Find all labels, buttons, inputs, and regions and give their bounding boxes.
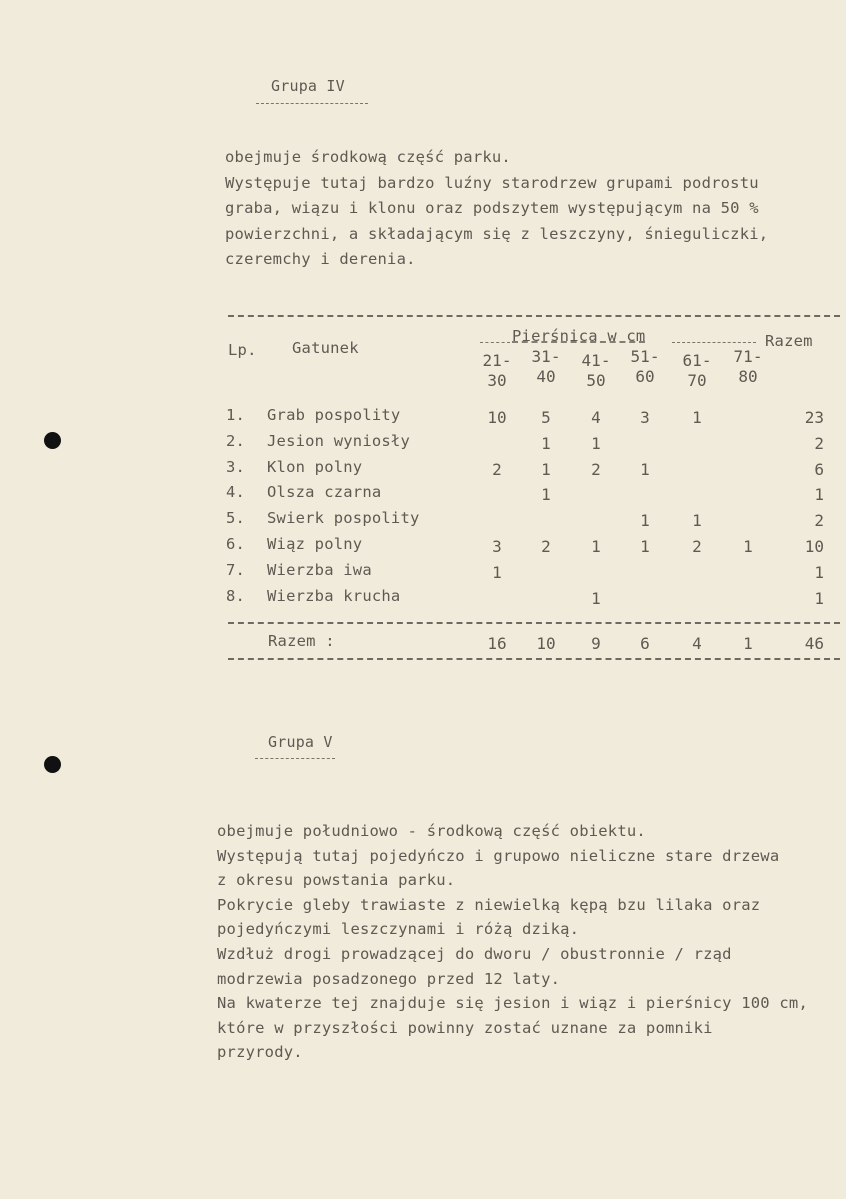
row-species: Swierk pospolity — [267, 509, 420, 528]
group5-line: Pokrycie gleby trawiaste z niewielką kępą bzu lilaka oraz — [217, 895, 761, 914]
row-count: 1 — [591, 433, 601, 453]
row-count: 1 — [541, 459, 551, 479]
row-count: 1 — [541, 433, 551, 453]
table-sum-rule — [228, 622, 840, 624]
binder-hole-lower — [44, 756, 61, 773]
row-count: 1 — [692, 511, 702, 531]
group4-heading: Grupa IV — [271, 77, 345, 95]
row-total: 6 — [814, 459, 824, 479]
group4-line: graba, wiązu i klonu oraz podszytem występującym na 50 % — [225, 199, 759, 217]
row-total: 2 — [814, 511, 824, 531]
girth-range-bottom: 30 — [487, 371, 507, 390]
row-lp: 2. — [226, 431, 246, 450]
sum-count: 10 — [536, 634, 556, 653]
group5-line: przyrody. — [217, 1043, 303, 1062]
sum-count: 6 — [640, 634, 650, 653]
row-species: Jesion wyniosły — [267, 431, 410, 450]
row-count: 1 — [591, 537, 601, 556]
row-lp: 5. — [226, 509, 246, 528]
species-header: Gatunek — [292, 339, 359, 357]
row-count: 2 — [591, 459, 601, 479]
group4-line: obejmuje środkową część parku. — [225, 148, 511, 166]
girth-range-top: 61- — [682, 351, 712, 370]
girth-range-bottom: 40 — [536, 367, 556, 386]
group4-line: powierzchni, a składającym się z leszczyny, śnieguliczki, — [225, 224, 769, 243]
sum-total: 46 — [804, 634, 824, 653]
group5-line: modrzewia posadzonego przed 12 laty. — [217, 969, 561, 988]
row-total: 2 — [814, 433, 824, 453]
row-count: 5 — [541, 408, 551, 427]
row-total: 10 — [804, 537, 824, 556]
row-count: 1 — [541, 485, 551, 505]
group5-line: które w przyszłości powinny zostać uznane za pomniki — [217, 1018, 713, 1037]
row-species: Grab pospolity — [267, 406, 401, 424]
table-bottom-rule — [228, 658, 840, 660]
group5-line: z okresu powstania parku. — [217, 871, 456, 890]
table-top-rule — [228, 315, 840, 317]
sum-count: 9 — [591, 634, 601, 653]
row-species: Klon polny — [267, 457, 363, 476]
total-header: Razem — [765, 332, 813, 350]
group4-line: czeremchy i derenia. — [225, 250, 416, 268]
row-species: Wierzba iwa — [267, 560, 372, 579]
girth-header: Pierśnica w cm — [512, 327, 646, 345]
group5-line: pojedyńczymi leszczynami i różą dziką. — [217, 920, 580, 939]
girth-header-rule-right — [672, 342, 756, 343]
girth-range-top: 41- — [581, 351, 611, 370]
row-total: 23 — [804, 408, 824, 427]
row-lp: 3. — [226, 457, 246, 476]
lp-header: Lp. — [228, 341, 257, 359]
row-count: 1 — [743, 537, 753, 556]
row-count: 1 — [692, 408, 702, 427]
group5-heading-underline — [255, 758, 335, 759]
row-species: Wierzba krucha — [267, 586, 401, 605]
girth-range-bottom: 50 — [586, 371, 606, 390]
group5-line: Występują tutaj pojedyńczo i grupowo nieliczne stare drzewa — [217, 846, 780, 865]
row-count: 1 — [640, 511, 650, 531]
row-count: 3 — [492, 537, 502, 556]
group5-line: obejmuje południowo - środkową część obiektu. — [217, 822, 646, 840]
row-total: 1 — [814, 588, 824, 608]
sum-count: 4 — [692, 634, 702, 653]
group5-line: Wzdłuż drogi prowadzącej do dworu / obustronnie / rząd — [217, 945, 732, 963]
row-total: 1 — [814, 485, 824, 505]
girth-header-rule-left — [480, 342, 510, 343]
row-count: 2 — [541, 537, 551, 556]
row-lp: 1. — [226, 406, 246, 424]
girth-range-top: 31- — [531, 347, 561, 366]
girth-range-bottom: 60 — [635, 367, 655, 386]
girth-range-bottom: 80 — [738, 367, 758, 386]
row-species: Olsza czarna — [267, 483, 382, 502]
row-count: 2 — [492, 459, 502, 479]
group5-line: Na kwaterze tej znajduje się jesion i wiąz i pierśnicy 100 cm, — [217, 994, 808, 1013]
girth-range-top: 51- — [630, 347, 660, 366]
girth-range-top: 71- — [733, 347, 763, 366]
row-lp: 7. — [226, 560, 246, 579]
group4-heading-underline — [256, 103, 368, 104]
sum-count: 16 — [487, 634, 507, 653]
row-count: 1 — [640, 537, 650, 556]
girth-range-top: 21- — [482, 351, 512, 370]
girth-range-bottom: 70 — [687, 371, 707, 390]
row-lp: 4. — [226, 483, 246, 502]
row-lp: 6. — [226, 535, 246, 553]
row-count: 2 — [692, 537, 702, 556]
row-total: 1 — [814, 562, 824, 582]
row-count: 1 — [492, 562, 502, 582]
sum-label: Razem : — [268, 632, 335, 650]
row-count: 3 — [640, 408, 650, 427]
group5-heading: Grupa V — [268, 733, 333, 751]
row-count: 1 — [640, 459, 650, 479]
row-lp: 8. — [226, 586, 246, 605]
row-species: Wiąz polny — [267, 535, 363, 553]
binder-hole-upper — [44, 432, 61, 449]
row-count: 1 — [591, 588, 601, 608]
sum-count: 1 — [743, 634, 753, 653]
group4-line: Występuje tutaj bardzo luźny starodrzew grupami podrostu — [225, 173, 759, 192]
row-count: 4 — [591, 408, 601, 427]
row-count: 10 — [487, 408, 507, 427]
